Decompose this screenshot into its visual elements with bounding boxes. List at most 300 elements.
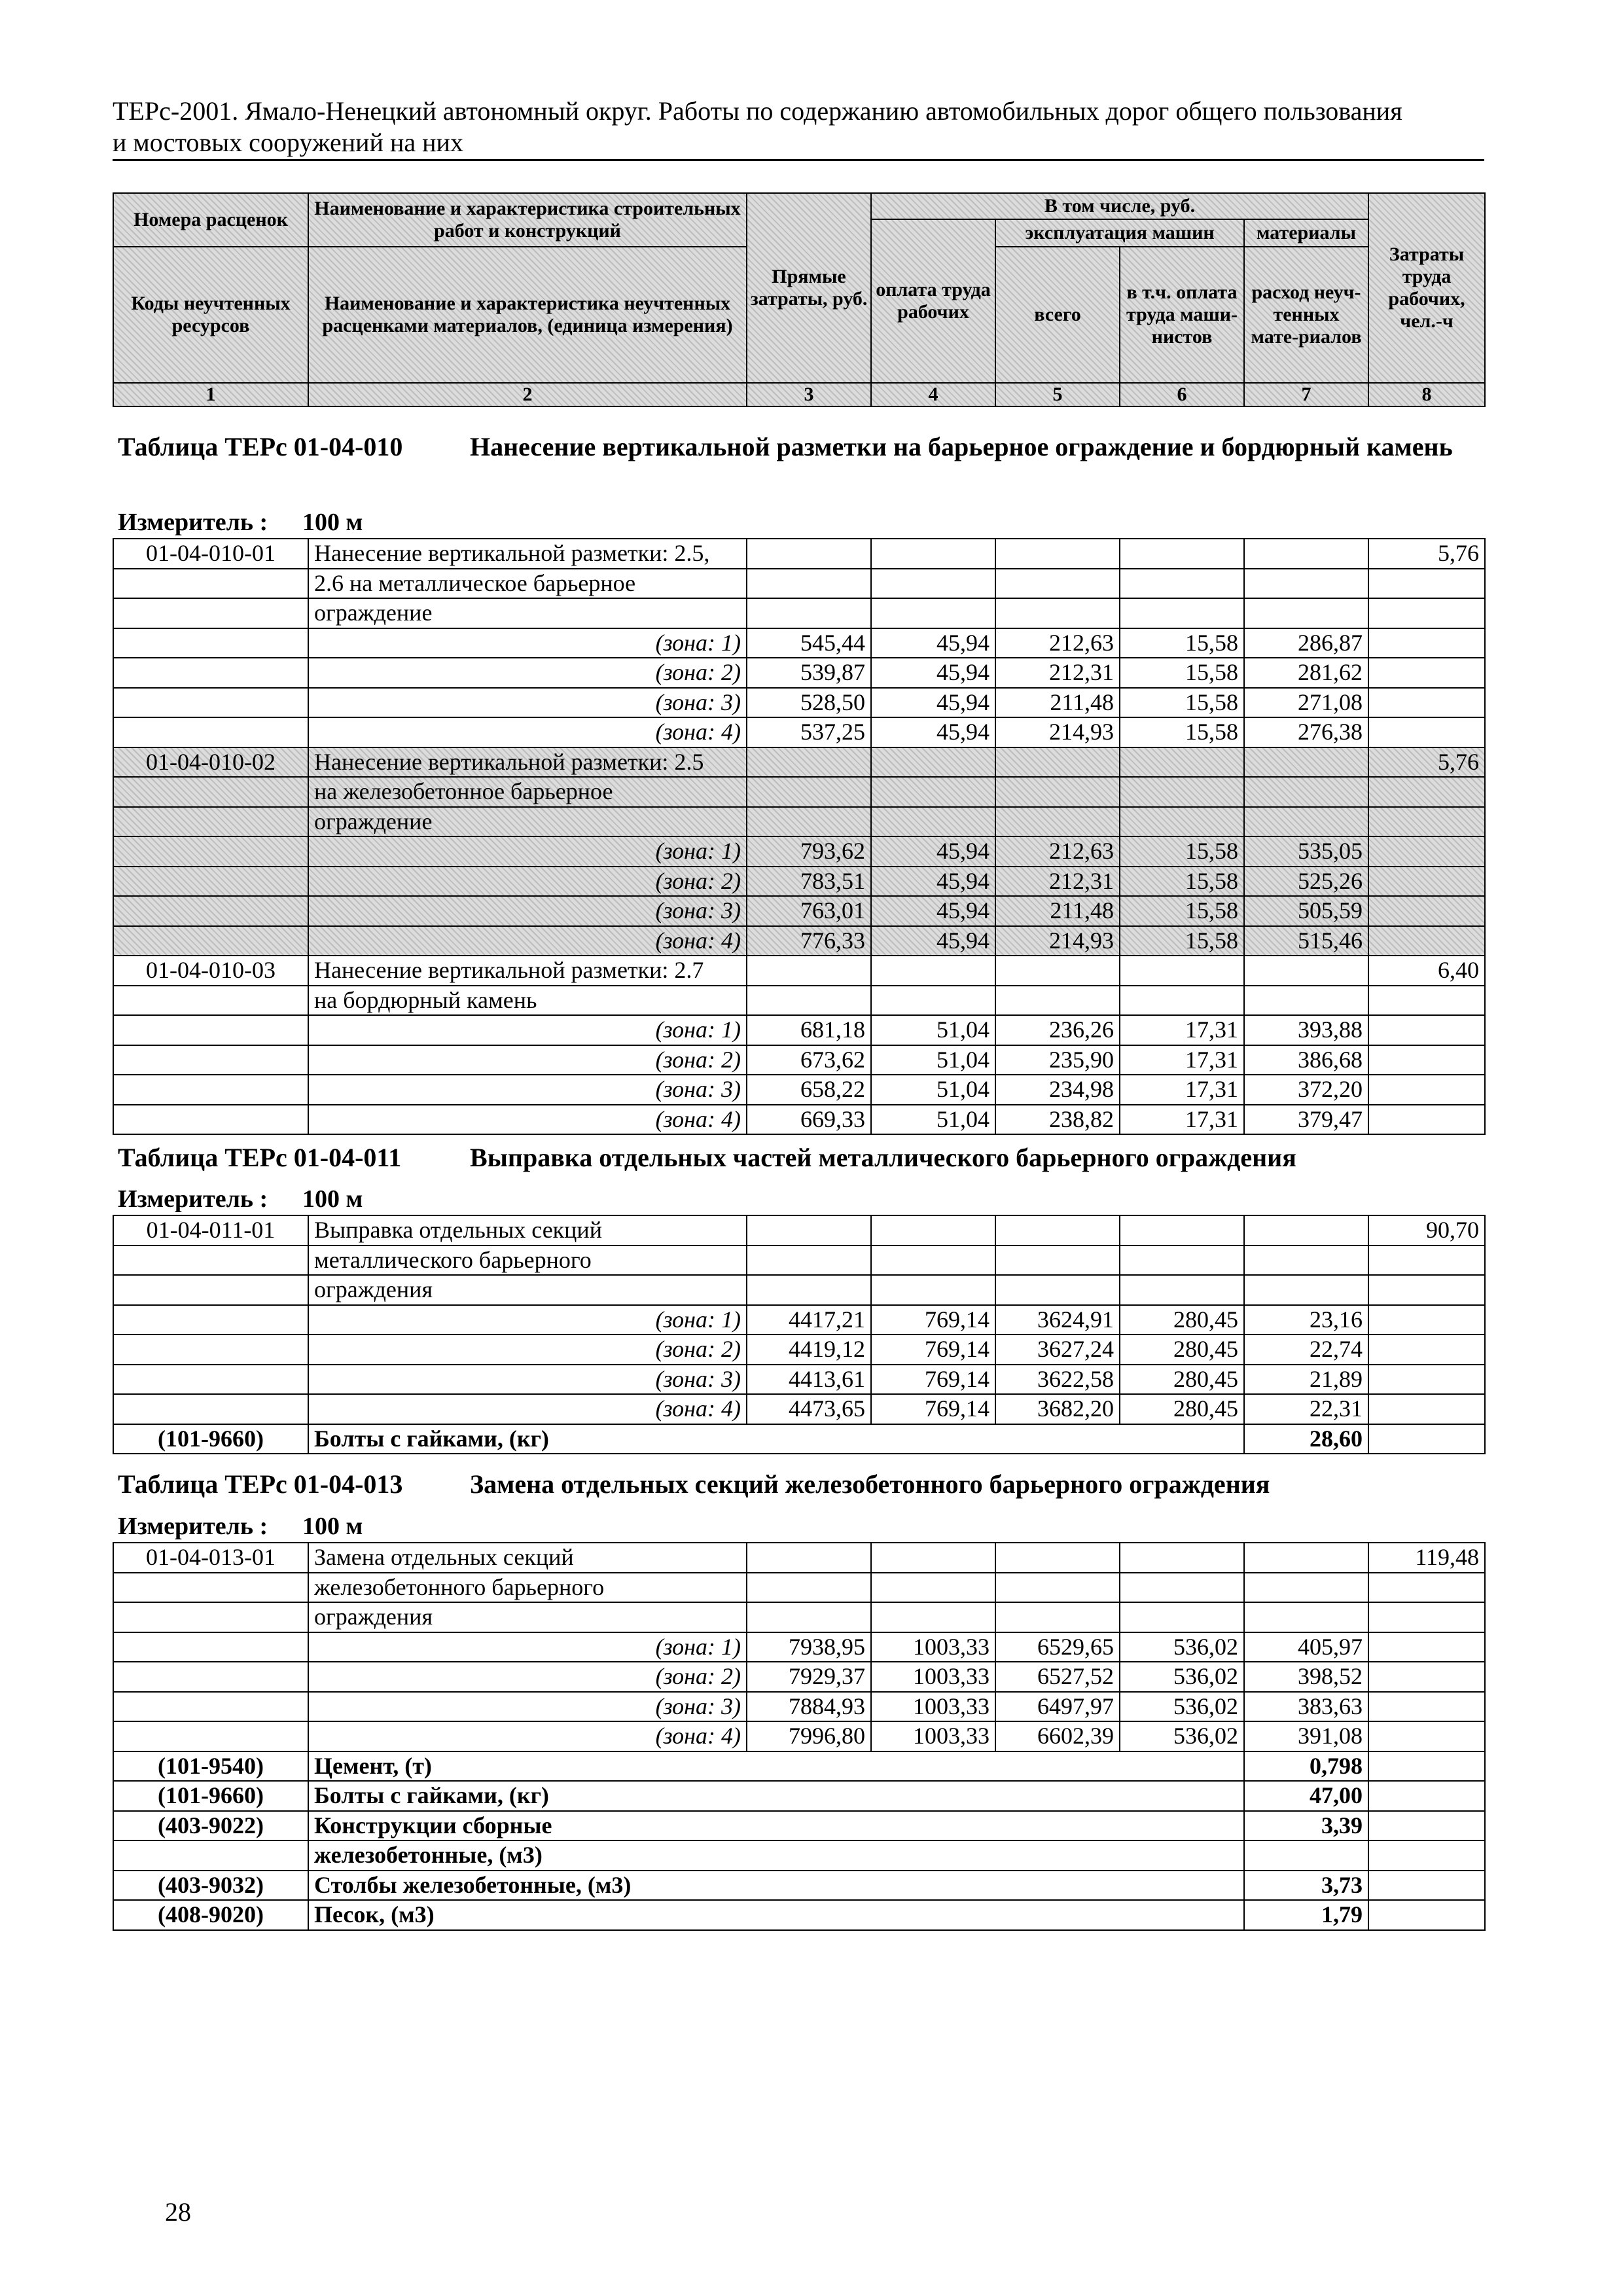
zone-label: (зона: 1): [308, 1632, 747, 1662]
workers-pay-value: 51,04: [871, 1075, 995, 1105]
material-row: [113, 1840, 1485, 1871]
empty-cell: [1368, 598, 1485, 628]
empty-cell: [1120, 807, 1244, 837]
header-labor-costs: Затраты труда рабочих, чел.-ч: [1368, 193, 1485, 383]
direct-costs-value: 776,33: [747, 926, 871, 956]
table-row: [113, 628, 1485, 658]
empty-cell: [1120, 747, 1244, 778]
rate-code-empty: [113, 1365, 308, 1395]
machinists-pay-value: 15,58: [1120, 836, 1244, 867]
material-name: Конструкции сборные: [308, 1811, 1244, 1841]
empty-cell: [995, 1602, 1120, 1632]
rate-code-empty: [113, 1602, 308, 1632]
workers-pay-value: 45,94: [871, 836, 995, 867]
machinists-pay-value: 280,45: [1120, 1305, 1244, 1335]
direct-costs-value: 7929,37: [747, 1662, 871, 1692]
meter-value: 100 м: [302, 509, 363, 536]
machinists-pay-value: 280,45: [1120, 1394, 1244, 1424]
machines-total-value: 6497,97: [995, 1692, 1120, 1722]
materials-value: 391,08: [1244, 1721, 1368, 1751]
header-incl-title: В том числе, руб.: [871, 193, 1368, 219]
table-number: Таблица ТЕРс 01-04-011: [118, 1143, 402, 1172]
rate-code-empty: [113, 867, 308, 897]
empty-cell: [871, 1215, 995, 1246]
empty-cell: [995, 807, 1120, 837]
table-row: [113, 896, 1485, 926]
empty-cell: [995, 986, 1120, 1016]
machines-total-value: 234,98: [995, 1075, 1120, 1105]
empty-cell: [1368, 986, 1485, 1016]
workers-pay-value: 51,04: [871, 1105, 995, 1135]
empty-cell: [1120, 1246, 1244, 1276]
direct-costs-value: 4473,65: [747, 1394, 871, 1424]
rate-name: Нанесение вертикальной разметки: 2.5,: [308, 539, 747, 569]
materials-value: 21,89: [1244, 1365, 1368, 1395]
machinists-pay-value: 536,02: [1120, 1632, 1244, 1662]
empty-cell: [871, 777, 995, 807]
empty-cell: [1120, 539, 1244, 569]
column-number: 8: [1368, 383, 1485, 406]
empty-cell: [1368, 867, 1485, 897]
rate-code-empty: [113, 1305, 308, 1335]
zone-label: (зона: 2): [308, 1662, 747, 1692]
empty-cell: [1244, 986, 1368, 1016]
empty-cell: [1244, 1246, 1368, 1276]
table-row: [113, 956, 1485, 986]
header-machines-title: эксплуатация машин: [995, 219, 1244, 247]
empty-cell: [1368, 1602, 1485, 1632]
empty-cell: [1120, 956, 1244, 986]
direct-costs-value: 7938,95: [747, 1632, 871, 1662]
column-number: 2: [308, 383, 747, 406]
machinists-pay-value: 536,02: [1120, 1662, 1244, 1692]
materials-value: 535,05: [1244, 836, 1368, 867]
zone-label: (зона: 3): [308, 688, 747, 718]
workers-pay-value: 1003,33: [871, 1632, 995, 1662]
machines-total-value: 211,48: [995, 896, 1120, 926]
table-row: [113, 688, 1485, 718]
empty-cell: [871, 986, 995, 1016]
table-row: [113, 1721, 1485, 1751]
table-meter: [118, 1185, 363, 1213]
empty-cell: [1368, 717, 1485, 747]
table-row: [113, 598, 1485, 628]
header-codes-title: Номера расценок: [113, 193, 308, 247]
table-row: [113, 777, 1485, 807]
rate-code-empty: [113, 1692, 308, 1722]
column-number: 3: [747, 383, 871, 406]
rate-code: 01-04-011-01: [113, 1215, 308, 1246]
meter-label: Измеритель :: [118, 509, 268, 536]
empty-cell: [1368, 896, 1485, 926]
empty-cell: [1368, 1424, 1485, 1454]
machines-total-value: 212,31: [995, 658, 1120, 688]
table-row: [113, 1632, 1485, 1662]
rate-name: на бордюрный камень: [308, 986, 747, 1016]
rate-code-empty: [113, 569, 308, 599]
workers-pay-value: 51,04: [871, 1045, 995, 1075]
empty-cell: [1368, 777, 1485, 807]
empty-cell: [1368, 1573, 1485, 1603]
machinists-pay-value: 17,31: [1120, 1075, 1244, 1105]
empty-cell: [1368, 1781, 1485, 1811]
empty-cell: [1120, 986, 1244, 1016]
materials-value: 23,16: [1244, 1305, 1368, 1335]
empty-cell: [1368, 1811, 1485, 1841]
material-quantity: 3,39: [1244, 1811, 1368, 1841]
empty-cell: [747, 807, 871, 837]
empty-cell: [1368, 1871, 1485, 1901]
direct-costs-value: 763,01: [747, 896, 871, 926]
table-title: Замена отдельных секций железобетонного барьерного ограждения: [470, 1469, 1270, 1499]
materials-value: 515,46: [1244, 926, 1368, 956]
empty-cell: [1120, 1573, 1244, 1603]
table-row: [113, 1215, 1485, 1246]
column-number: 7: [1244, 383, 1368, 406]
rates-table: [113, 1215, 1486, 1454]
table-title: Нанесение вертикальной разметки на барьерное ограждение и бордюрный камень: [470, 432, 1453, 461]
materials-value: 281,62: [1244, 658, 1368, 688]
header-rule: [113, 159, 1484, 161]
table-row: [113, 539, 1485, 569]
machinists-pay-value: 17,31: [1120, 1015, 1244, 1045]
machines-total-value: 212,63: [995, 628, 1120, 658]
table-row: [113, 867, 1485, 897]
labor-costs-value: 119,48: [1368, 1543, 1485, 1573]
machines-total-value: 214,93: [995, 926, 1120, 956]
materials-value: 393,88: [1244, 1015, 1368, 1045]
empty-cell: [747, 1602, 871, 1632]
materials-value: 372,20: [1244, 1075, 1368, 1105]
machines-total-value: 236,26: [995, 1015, 1120, 1045]
empty-cell: [1368, 1105, 1485, 1135]
empty-cell: [1244, 1543, 1368, 1573]
materials-value: 379,47: [1244, 1105, 1368, 1135]
empty-cell: [1120, 777, 1244, 807]
workers-pay-value: 1003,33: [871, 1721, 995, 1751]
header-unaccounted-mat: расход неуч-тенных мате-риалов: [1244, 247, 1368, 383]
empty-cell: [1120, 1275, 1244, 1305]
empty-cell: [747, 1573, 871, 1603]
machines-total-value: 211,48: [995, 688, 1120, 718]
workers-pay-value: 45,94: [871, 896, 995, 926]
rates-table: [113, 1542, 1486, 1931]
empty-cell: [1244, 777, 1368, 807]
table-row: [113, 1335, 1485, 1365]
material-row: [113, 1900, 1485, 1930]
machines-total-value: 238,82: [995, 1105, 1120, 1135]
material-quantity: 1,79: [1244, 1900, 1368, 1930]
rate-code: 01-04-010-03: [113, 956, 308, 986]
empty-cell: [1244, 807, 1368, 837]
empty-cell: [1120, 1543, 1244, 1573]
materials-value: 405,97: [1244, 1632, 1368, 1662]
material-name: Столбы железобетонные, (м3): [308, 1871, 1244, 1901]
machines-total-value: 6602,39: [995, 1721, 1120, 1751]
empty-cell: [1368, 1692, 1485, 1722]
direct-costs-value: 669,33: [747, 1105, 871, 1135]
empty-cell: [1368, 688, 1485, 718]
rate-code: 01-04-010-02: [113, 747, 308, 778]
column-number: 1: [113, 383, 308, 406]
materials-value: 286,87: [1244, 628, 1368, 658]
direct-costs-value: 658,22: [747, 1075, 871, 1105]
zone-label: (зона: 2): [308, 1335, 747, 1365]
zone-label: (зона: 3): [308, 1692, 747, 1722]
empty-cell: [1244, 569, 1368, 599]
table-row: [113, 717, 1485, 747]
header-machinists-pay: в т.ч. оплата труда маши-нистов: [1120, 247, 1244, 383]
table-row: [113, 1692, 1485, 1722]
empty-cell: [747, 956, 871, 986]
rate-name: Замена отдельных секций: [308, 1543, 747, 1573]
workers-pay-value: 45,94: [871, 867, 995, 897]
empty-cell: [871, 539, 995, 569]
rate-code-empty: [113, 1335, 308, 1365]
rate-name: Нанесение вертикальной разметки: 2.7: [308, 956, 747, 986]
rate-name: ограждение: [308, 598, 747, 628]
empty-cell: [1120, 1215, 1244, 1246]
direct-costs-value: 4417,21: [747, 1305, 871, 1335]
empty-cell: [995, 1246, 1120, 1276]
table-row: [113, 926, 1485, 956]
direct-costs-value: 4413,61: [747, 1365, 871, 1395]
table-row: [113, 747, 1485, 778]
table-row: [113, 1246, 1485, 1276]
machines-total-value: 235,90: [995, 1045, 1120, 1075]
machinists-pay-value: 15,58: [1120, 717, 1244, 747]
empty-cell: [1120, 598, 1244, 628]
rate-code-empty: [113, 1075, 308, 1105]
materials-value: 22,74: [1244, 1335, 1368, 1365]
direct-costs-value: 539,87: [747, 658, 871, 688]
direct-costs-value: 545,44: [747, 628, 871, 658]
rate-code-empty: [113, 658, 308, 688]
rates-table: [113, 538, 1486, 1135]
direct-costs-value: 537,25: [747, 717, 871, 747]
material-code: (403-9022): [113, 1811, 308, 1841]
workers-pay-value: 45,94: [871, 658, 995, 688]
machinists-pay-value: 15,58: [1120, 926, 1244, 956]
material-quantity: 28,60: [1244, 1424, 1368, 1454]
rate-code-empty: [113, 1632, 308, 1662]
machines-total-value: 212,31: [995, 867, 1120, 897]
rate-code-empty: [113, 777, 308, 807]
material-code: (408-9020): [113, 1900, 308, 1930]
empty-cell: [1368, 1045, 1485, 1075]
rate-code-empty: [113, 1573, 308, 1603]
zone-label: (зона: 3): [308, 1075, 747, 1105]
empty-cell: [747, 747, 871, 778]
zone-label: (зона: 1): [308, 836, 747, 867]
table-row: [113, 1365, 1485, 1395]
empty-cell: [747, 598, 871, 628]
rate-code-empty: [113, 926, 308, 956]
machinists-pay-value: 17,31: [1120, 1045, 1244, 1075]
empty-cell: [1244, 1840, 1368, 1871]
column-number: 5: [995, 383, 1120, 406]
materials-value: 271,08: [1244, 688, 1368, 718]
empty-cell: [1368, 1840, 1485, 1871]
rate-name: 2.6 на металлическое барьерное: [308, 569, 747, 599]
empty-cell: [995, 1275, 1120, 1305]
material-name: Болты с гайками, (кг): [308, 1781, 1244, 1811]
empty-cell: [871, 569, 995, 599]
direct-costs-value: 7884,93: [747, 1692, 871, 1722]
material-row: [113, 1811, 1485, 1841]
direct-costs-value: 681,18: [747, 1015, 871, 1045]
empty-cell: [747, 1543, 871, 1573]
table-row: [113, 1045, 1485, 1075]
zone-label: (зона: 4): [308, 1105, 747, 1135]
machinists-pay-value: 280,45: [1120, 1365, 1244, 1395]
labor-costs-value: 5,76: [1368, 747, 1485, 778]
empty-cell: [1244, 1275, 1368, 1305]
empty-cell: [1368, 1305, 1485, 1335]
direct-costs-value: 4419,12: [747, 1335, 871, 1365]
empty-cell: [747, 569, 871, 599]
empty-cell: [871, 807, 995, 837]
material-code: (101-9540): [113, 1751, 308, 1782]
rate-code-empty: [113, 807, 308, 837]
material-name: железобетонные, (м3): [308, 1840, 1244, 1871]
empty-cell: [1368, 807, 1485, 837]
machines-total-value: 3682,20: [995, 1394, 1120, 1424]
rate-name: на железобетонное барьерное: [308, 777, 747, 807]
empty-cell: [1244, 1602, 1368, 1632]
workers-pay-value: 45,94: [871, 717, 995, 747]
zone-label: (зона: 2): [308, 1045, 747, 1075]
table-row: [113, 1015, 1485, 1045]
zone-label: (зона: 4): [308, 1394, 747, 1424]
material-row: [113, 1751, 1485, 1782]
zone-label: (зона: 3): [308, 1365, 747, 1395]
rate-name: ограждения: [308, 1602, 747, 1632]
materials-value: 398,52: [1244, 1662, 1368, 1692]
running-header-line1: ТЕРс-2001. Ямало-Ненецкий автономный округ. Работы по содержанию автомобильных дорог общего пользования: [113, 96, 1402, 126]
labor-costs-value: 6,40: [1368, 956, 1485, 986]
rate-name: железобетонного барьерного: [308, 1573, 747, 1603]
rate-code-empty: [113, 717, 308, 747]
empty-cell: [1244, 598, 1368, 628]
empty-cell: [1244, 1573, 1368, 1603]
rate-code-empty: [113, 628, 308, 658]
zone-label: (зона: 4): [308, 1721, 747, 1751]
machinists-pay-value: 536,02: [1120, 1692, 1244, 1722]
machinists-pay-value: 15,58: [1120, 628, 1244, 658]
rate-name: металлического барьерного: [308, 1246, 747, 1276]
empty-cell: [1368, 926, 1485, 956]
materials-value: 386,68: [1244, 1045, 1368, 1075]
machinists-pay-value: 15,58: [1120, 896, 1244, 926]
workers-pay-value: 45,94: [871, 688, 995, 718]
material-name: Цемент, (т): [308, 1751, 1244, 1782]
empty-cell: [1244, 956, 1368, 986]
empty-cell: [1368, 1015, 1485, 1045]
workers-pay-value: 769,14: [871, 1305, 995, 1335]
labor-costs-value: 5,76: [1368, 539, 1485, 569]
header-machines-total: всего: [995, 247, 1120, 383]
machines-total-value: 212,63: [995, 836, 1120, 867]
materials-value: 383,63: [1244, 1692, 1368, 1722]
labor-costs-value: 90,70: [1368, 1215, 1485, 1246]
empty-cell: [747, 1275, 871, 1305]
table-number: Таблица ТЕРс 01-04-013: [118, 1469, 403, 1499]
machines-total-value: 3622,58: [995, 1365, 1120, 1395]
machines-total-value: 6529,65: [995, 1632, 1120, 1662]
workers-pay-value: 45,94: [871, 628, 995, 658]
empty-cell: [1244, 747, 1368, 778]
rate-code-empty: [113, 598, 308, 628]
header-resource-codes: Коды неучтенных ресурсов: [113, 247, 308, 383]
materials-value: 505,59: [1244, 896, 1368, 926]
direct-costs-value: 528,50: [747, 688, 871, 718]
empty-cell: [747, 1246, 871, 1276]
rate-name: ограждения: [308, 1275, 747, 1305]
header-name-title: Наименование и характеристика строительных работ и конструкций: [308, 193, 747, 247]
machinists-pay-value: 280,45: [1120, 1335, 1244, 1365]
empty-cell: [871, 1602, 995, 1632]
meter-label: Измеритель :: [118, 1513, 268, 1540]
table-row: [113, 807, 1485, 837]
empty-cell: [747, 1215, 871, 1246]
direct-costs-value: 673,62: [747, 1045, 871, 1075]
rate-code: 01-04-013-01: [113, 1543, 308, 1573]
empty-cell: [1368, 628, 1485, 658]
rate-code-empty: [113, 1045, 308, 1075]
direct-costs-value: 7996,80: [747, 1721, 871, 1751]
empty-cell: [995, 1543, 1120, 1573]
table-row: [113, 1075, 1485, 1105]
empty-cell: [871, 1246, 995, 1276]
empty-cell: [995, 598, 1120, 628]
empty-cell: [1368, 836, 1485, 867]
empty-cell: [1368, 658, 1485, 688]
material-quantity: 47,00: [1244, 1781, 1368, 1811]
rate-code-empty: [113, 986, 308, 1016]
empty-cell: [871, 747, 995, 778]
table-meter: [118, 1512, 363, 1541]
empty-cell: [747, 539, 871, 569]
table-title: Выправка отдельных частей металлического барьерного ограждения: [470, 1143, 1296, 1172]
empty-cell: [995, 569, 1120, 599]
empty-cell: [1368, 1075, 1485, 1105]
machines-total-value: 214,93: [995, 717, 1120, 747]
column-number: 4: [871, 383, 995, 406]
empty-cell: [1368, 1365, 1485, 1395]
rate-name: Нанесение вертикальной разметки: 2.5: [308, 747, 747, 778]
table-row: [113, 836, 1485, 867]
table-row: [113, 1602, 1485, 1632]
machinists-pay-value: 17,31: [1120, 1105, 1244, 1135]
rate-code: 01-04-010-01: [113, 539, 308, 569]
zone-label: (зона: 1): [308, 1305, 747, 1335]
header-resource-names: Наименование и характеристика неучтенных расценками материалов, (единица измерения): [308, 247, 747, 383]
table-row: [113, 986, 1485, 1016]
table-row: [113, 658, 1485, 688]
empty-cell: [995, 777, 1120, 807]
material-code: (101-9660): [113, 1424, 308, 1454]
meter-value: 100 м: [302, 1185, 363, 1213]
empty-cell: [1368, 1394, 1485, 1424]
workers-pay-value: 45,94: [871, 926, 995, 956]
direct-costs-value: 783,51: [747, 867, 871, 897]
page-number: 28: [165, 2197, 191, 2227]
rate-code-empty: [113, 1662, 308, 1692]
meter-label: Измеритель :: [118, 1185, 268, 1213]
material-name: Песок, (м3): [308, 1900, 1244, 1930]
material-name: Болты с гайками, (кг): [308, 1424, 1244, 1454]
